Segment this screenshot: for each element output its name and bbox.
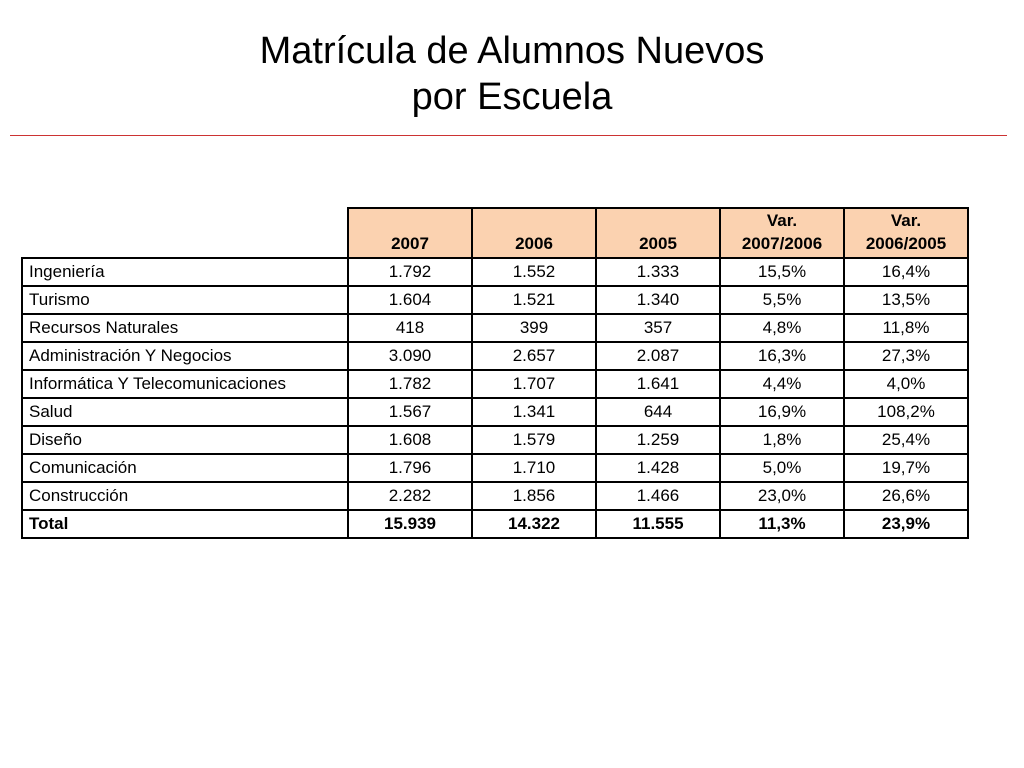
cell-var-2007-2006: 23,0% — [720, 482, 844, 510]
header-2005: 2005 — [596, 208, 720, 258]
cell-var-2007-2006: 15,5% — [720, 258, 844, 286]
total-2007: 15.939 — [348, 510, 472, 538]
cell-2007: 418 — [348, 314, 472, 342]
cell-var-2006-2005: 25,4% — [844, 426, 968, 454]
title-line-1: Matrícula de Alumnos Nuevos — [259, 30, 765, 72]
cell-2007: 3.090 — [348, 342, 472, 370]
total-label: Total — [22, 510, 348, 538]
row-name: Informática Y Telecomunicaciones — [22, 370, 348, 398]
table-row — [22, 314, 968, 342]
header-var-2007-2006 — [720, 208, 844, 258]
total-var-2006-2005: 23,9% — [844, 510, 968, 538]
header-2007: 2007 — [348, 208, 472, 258]
table-total-row — [22, 510, 968, 538]
table-row — [22, 454, 968, 482]
cell-2005: 1.340 — [596, 286, 720, 314]
header-var-2007-2006-line1: Var. — [766, 211, 798, 230]
row-name: Turismo — [22, 286, 348, 314]
row-name: Diseño — [22, 426, 348, 454]
table-header-row — [22, 208, 968, 258]
cell-2007: 1.604 — [348, 286, 472, 314]
table-row — [22, 426, 968, 454]
cell-2005: 1.259 — [596, 426, 720, 454]
cell-2006: 1.856 — [472, 482, 596, 510]
cell-var-2007-2006: 16,3% — [720, 342, 844, 370]
cell-var-2006-2005: 11,8% — [844, 314, 968, 342]
cell-var-2007-2006: 4,4% — [720, 370, 844, 398]
header-var-2006-2005-line1: Var. — [890, 211, 922, 230]
header-2006: 2006 — [472, 208, 596, 258]
header-var-2007-2006-line2: 2007/2006 — [741, 234, 823, 253]
row-name: Comunicación — [22, 454, 348, 482]
cell-2007: 1.608 — [348, 426, 472, 454]
table-row — [22, 342, 968, 370]
title-line-2: por Escuela — [411, 76, 613, 118]
row-name: Salud — [22, 398, 348, 426]
cell-2005: 2.087 — [596, 342, 720, 370]
table-row — [22, 370, 968, 398]
cell-2005: 1.333 — [596, 258, 720, 286]
cell-2007: 1.782 — [348, 370, 472, 398]
cell-2006: 1.579 — [472, 426, 596, 454]
cell-2005: 357 — [596, 314, 720, 342]
cell-2006: 1.341 — [472, 398, 596, 426]
cell-2006: 1.521 — [472, 286, 596, 314]
page-title — [0, 28, 1024, 120]
cell-2007: 1.792 — [348, 258, 472, 286]
table-row — [22, 286, 968, 314]
cell-2005: 1.466 — [596, 482, 720, 510]
cell-var-2006-2005: 4,0% — [844, 370, 968, 398]
cell-var-2006-2005: 13,5% — [844, 286, 968, 314]
cell-2005: 644 — [596, 398, 720, 426]
table-row — [22, 398, 968, 426]
table-row — [22, 482, 968, 510]
cell-var-2007-2006: 1,8% — [720, 426, 844, 454]
cell-2007: 2.282 — [348, 482, 472, 510]
enrollment-table — [21, 207, 969, 539]
total-2006: 14.322 — [472, 510, 596, 538]
row-name: Ingeniería — [22, 258, 348, 286]
cell-var-2006-2005: 108,2% — [844, 398, 968, 426]
cell-2006: 2.657 — [472, 342, 596, 370]
cell-2006: 1.552 — [472, 258, 596, 286]
cell-var-2006-2005: 27,3% — [844, 342, 968, 370]
cell-2007: 1.567 — [348, 398, 472, 426]
cell-2006: 1.710 — [472, 454, 596, 482]
cell-2005: 1.641 — [596, 370, 720, 398]
cell-var-2007-2006: 5,0% — [720, 454, 844, 482]
row-name: Administración Y Negocios — [22, 342, 348, 370]
row-name: Recursos Naturales — [22, 314, 348, 342]
cell-var-2007-2006: 16,9% — [720, 398, 844, 426]
title-divider — [10, 135, 1007, 136]
cell-var-2007-2006: 5,5% — [720, 286, 844, 314]
cell-2006: 399 — [472, 314, 596, 342]
cell-var-2006-2005: 19,7% — [844, 454, 968, 482]
cell-var-2006-2005: 26,6% — [844, 482, 968, 510]
cell-2006: 1.707 — [472, 370, 596, 398]
cell-2005: 1.428 — [596, 454, 720, 482]
cell-var-2006-2005: 16,4% — [844, 258, 968, 286]
cell-var-2007-2006: 4,8% — [720, 314, 844, 342]
header-var-2006-2005-line2: 2006/2005 — [865, 234, 947, 253]
total-var-2007-2006: 11,3% — [720, 510, 844, 538]
header-var-2006-2005 — [844, 208, 968, 258]
header-blank-cell — [22, 208, 348, 258]
table-row — [22, 258, 968, 286]
cell-2007: 1.796 — [348, 454, 472, 482]
total-2005: 11.555 — [596, 510, 720, 538]
row-name: Construcción — [22, 482, 348, 510]
